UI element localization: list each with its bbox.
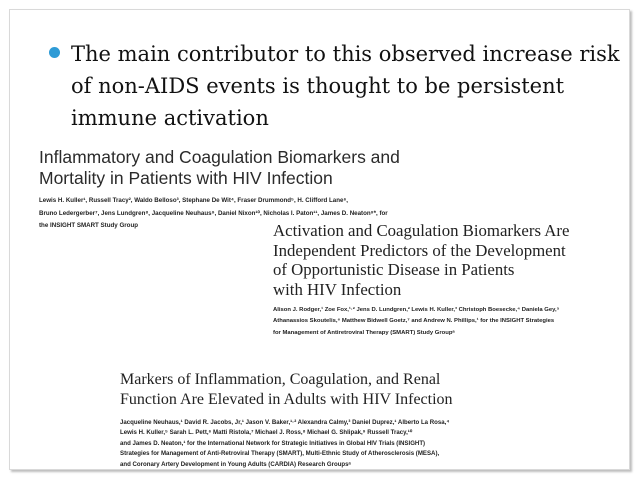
paper-author-line: and Coronary Artery Development in Young Adults (CARDIA) Research Groupsᵃ bbox=[120, 460, 351, 468]
bullet-text-line: immune activation bbox=[71, 106, 269, 130]
paper-author-line: Alison J. Rodger,¹ Zoe Fox,¹·² Jens D. Lundgren,² Lewis H. Kuller,³ Christoph Boesecke,⁴ Daniela Gey,⁵ bbox=[273, 307, 560, 313]
paper-author-line: Lewis H. Kuller¹, Russell Tracy², Waldo Belloso³, Stephane De Wit⁴, Fraser Drummond⁵, H. Clifford Lane⁶, bbox=[39, 197, 349, 204]
paper-title-line: Mortality in Patients with HIV Infection bbox=[39, 168, 333, 188]
paper-author-line: Jacqueline Neuhaus,¹ David R. Jacobs, Jr,¹ Jason V. Baker,¹·² Alexandra Calmy,³ Daniel Duprez,¹ Alberto La Rosa,⁴ bbox=[120, 419, 450, 426]
paper-title-line: Independent Predictors of the Development bbox=[273, 240, 566, 260]
paper-title-line: Function Are Elevated in Adults with HIV Infection bbox=[120, 391, 453, 408]
paper-title bbox=[120, 370, 590, 410]
paper-title-line: of Opportunistic Disease in Patients bbox=[273, 260, 515, 279]
paper-author-line: Lewis H. Kuller,⁵ Sarah L. Pett,⁶ Matti Ristola,⁷ Michael J. Ross,⁸ Michael G. Shlipak,⁹ Russell Tracy,¹⁰ bbox=[120, 429, 413, 437]
paper-title-line: Activation and Coagulation Biomarkers Are bbox=[273, 221, 570, 240]
paper-author-line: and James D. Neaton,¹ for the International Network for Strategic Initiatives in Global HIV Trials (INSIGHT) bbox=[120, 439, 426, 447]
paper-header-markers-renal bbox=[120, 370, 590, 468]
paper-author-line: the INSIGHT SMART Study Group bbox=[39, 222, 138, 230]
paper-title-line: Markers of Inflammation, Coagulation, and Renal bbox=[120, 371, 441, 388]
paper-author-line: Strategies for Management of Anti-Retroviral Therapy (SMART), Multi-Ethnic Study of Atherosclerosis (MESA), bbox=[120, 450, 440, 458]
paper-authors bbox=[120, 418, 590, 468]
bullet-text-line: of non-AIDS events is thought to be persistent bbox=[71, 74, 565, 98]
paper-author-line: for Management of Antiretroviral Therapy (SMART) Study Groupᵃ bbox=[273, 329, 455, 336]
bullet-text-line: The main contributor to this observed increase risk bbox=[71, 42, 620, 66]
paper-author-line: Bruno Ledergerber⁷, Jens Lundgren⁸, Jacqueline Neuhaus⁹, Daniel Nixon¹⁰, Nicholas I. Paton¹¹, James D. Neaton⁹*, for bbox=[39, 209, 388, 217]
paper-title-line: Inflammatory and Coagulation Biomarkers and bbox=[39, 147, 400, 167]
paper-author-line: Athanassios Skoutelis,⁶ Matthew Bidwell Goetz,⁷ and Andrew N. Phillips,¹ for the INSIGHT Strategies bbox=[273, 318, 555, 325]
paper-title-line: with HIV Infection bbox=[273, 279, 402, 299]
